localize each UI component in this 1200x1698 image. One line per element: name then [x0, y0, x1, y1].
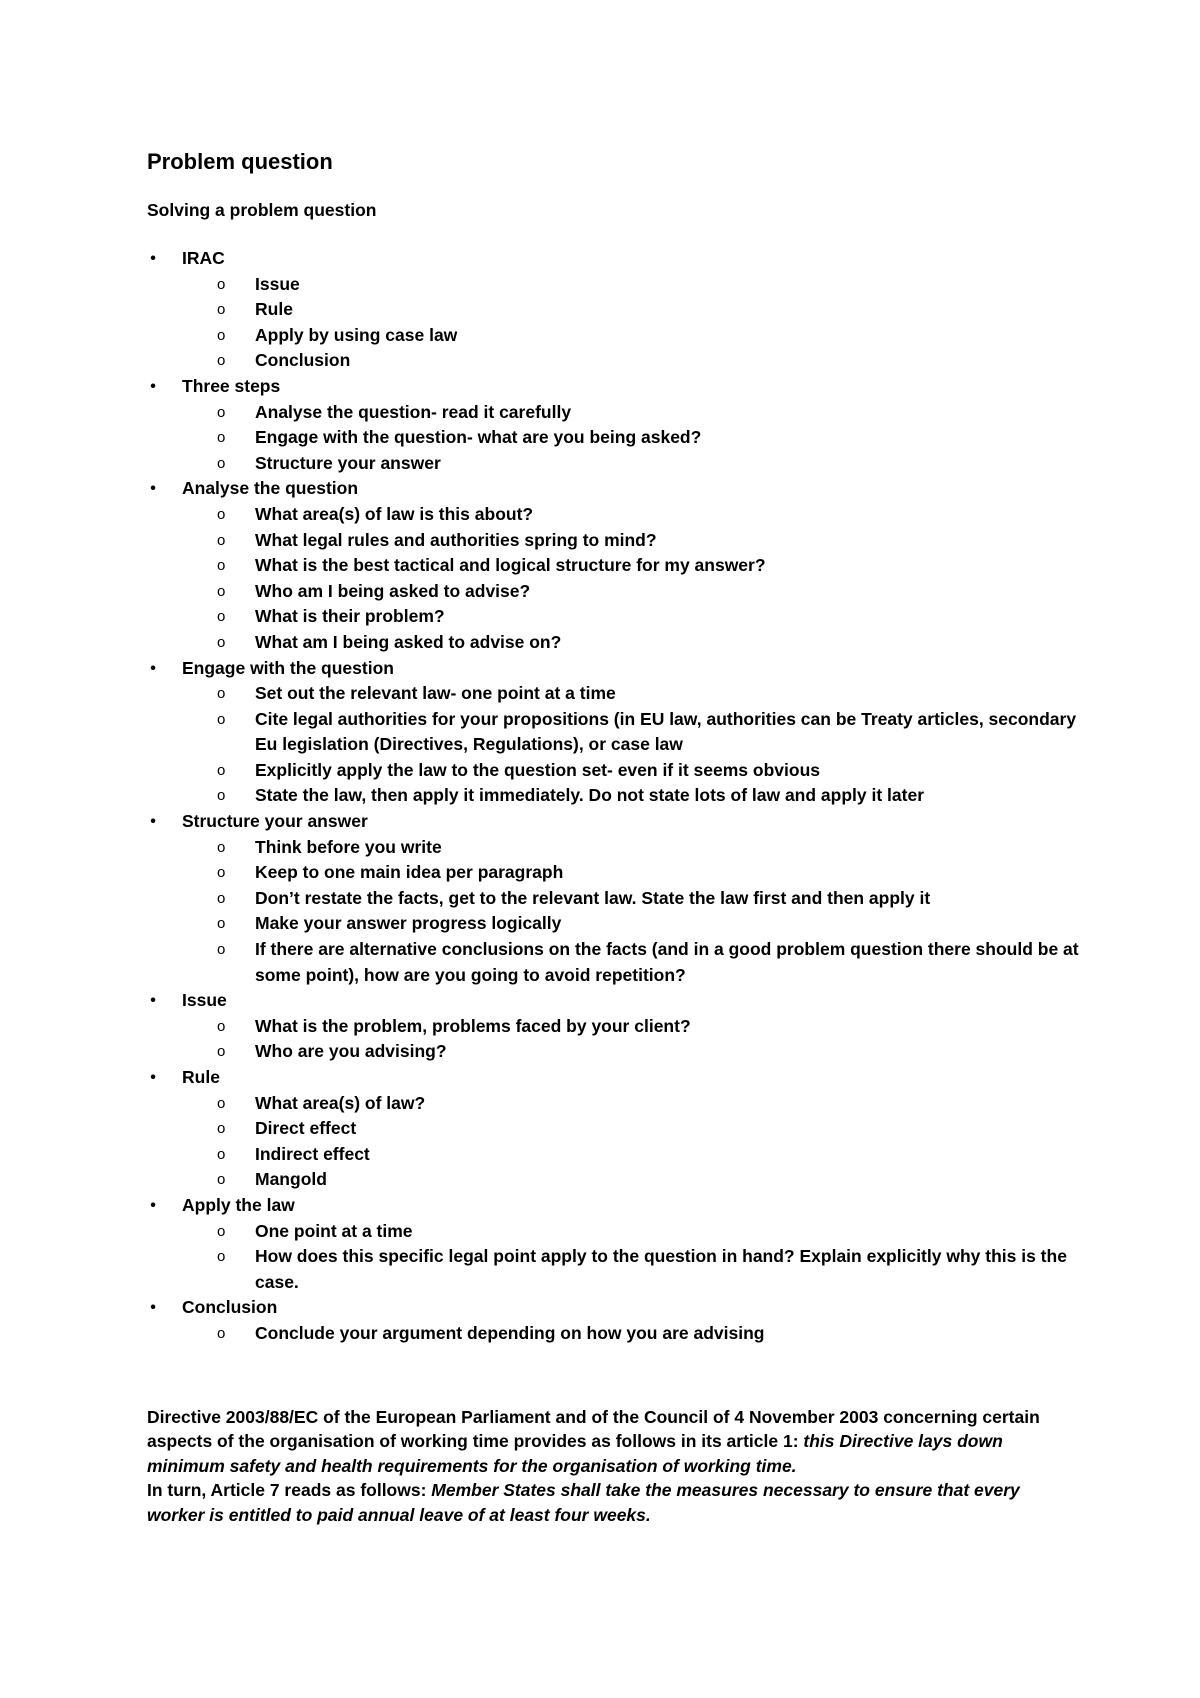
bullet-icon: •: [150, 250, 156, 267]
circle-bullet-icon: o: [217, 1017, 226, 1035]
outline-item: [147, 809, 1079, 988]
sub-list-item-text: Conclusion: [255, 350, 351, 371]
circle-bullet-icon: o: [217, 557, 226, 575]
sub-list-item-text: One point at a time: [255, 1220, 413, 1241]
sub-list-item: [147, 835, 1102, 861]
sub-list-item-text: Structure your answer: [255, 452, 441, 473]
circle-bullet-icon: o: [217, 1043, 226, 1061]
sub-list-item: [147, 1167, 1102, 1193]
sub-list-item-text: What area(s) of law?: [255, 1092, 426, 1113]
sub-list-item-text: Engage with the question- what are you being asked?: [255, 427, 702, 448]
circle-bullet-icon: o: [217, 1248, 226, 1266]
sub-list-item-text: What is their problem?: [255, 606, 445, 627]
circle-bullet-icon: o: [217, 1094, 226, 1112]
sub-list-item-text: What legal rules and authorities spring to mind?: [255, 529, 657, 550]
sub-list-item: [147, 502, 1102, 528]
directive-paragraph-2-quote: Member States shall take the measures necessary to ensure that every worker is entitled to paid annual leave of at least four weeks.: [147, 1480, 1020, 1525]
sub-list-item: [147, 1142, 1102, 1168]
circle-bullet-icon: o: [217, 838, 226, 856]
sub-list: [182, 835, 1079, 989]
sub-list: [182, 1321, 1067, 1347]
sub-list-item: [147, 579, 1102, 605]
outline-item-heading: Three steps: [182, 375, 281, 396]
sub-list-item-text: Indirect effect: [255, 1143, 370, 1164]
sub-list-item: [147, 553, 1102, 579]
directive-paragraph-2-text: In turn, Article 7 reads as follows:: [147, 1480, 432, 1501]
sub-list-item: [147, 783, 1102, 809]
circle-bullet-icon: o: [217, 403, 226, 421]
circle-bullet-icon: o: [217, 889, 226, 907]
sub-list: [182, 272, 1067, 374]
circle-bullet-icon: o: [217, 454, 226, 472]
bullet-icon: •: [150, 480, 156, 498]
sub-list-item-text: Apply by using case law: [255, 324, 458, 345]
circle-bullet-icon: o: [217, 941, 226, 959]
directive-paragraph-2: [147, 1478, 1067, 1527]
sub-list-item-text: Don’t restate the facts, get to the relevant law. State the law first and then apply it: [255, 887, 931, 908]
circle-bullet-icon: o: [217, 761, 226, 779]
sub-list: [182, 681, 1077, 809]
sub-list-item-text: Who are you advising?: [255, 1041, 447, 1062]
sub-list-item-text: Rule: [255, 299, 293, 320]
circle-bullet-icon: o: [217, 429, 226, 447]
outline-item: [147, 1065, 1067, 1193]
sub-list-item-text: Explicitly apply the law to the question set- even if it seems obvious: [255, 759, 820, 780]
circle-bullet-icon: o: [217, 633, 226, 651]
circle-bullet-icon: o: [217, 1324, 226, 1342]
sub-list-item-text: What is the problem, problems faced by your client?: [255, 1015, 691, 1036]
sub-list: [182, 400, 1067, 477]
sub-list-item: [147, 297, 1102, 323]
sub-list-item-text: Keep to one main idea per paragraph: [255, 862, 564, 883]
circle-bullet-icon: o: [217, 582, 226, 600]
sub-list-item: [147, 707, 1102, 758]
outline-item-heading: Structure your answer: [182, 811, 368, 832]
sub-list-item: [147, 604, 1102, 630]
circle-bullet-icon: o: [217, 301, 226, 319]
outline-item: [147, 1193, 1067, 1295]
sub-list-item-text: What area(s) of law is this about?: [255, 503, 534, 524]
circle-bullet-icon: o: [217, 326, 226, 344]
directive-paragraph-1: [147, 1405, 1067, 1478]
bullet-icon: •: [150, 659, 156, 677]
circle-bullet-icon: o: [217, 352, 226, 370]
outline-item-heading: Apply the law: [182, 1194, 295, 1215]
outline-item-heading: IRAC: [182, 248, 225, 268]
sub-list-item: [147, 886, 1102, 912]
sub-list-item-text: Set out the relevant law- one point at a time: [255, 683, 616, 704]
circle-bullet-icon: o: [217, 915, 226, 933]
directive-quote: [147, 1405, 1067, 1527]
sub-list: [182, 1219, 1067, 1296]
sub-list-item: [147, 425, 1102, 451]
sub-list: [182, 502, 1067, 656]
outline-item: [147, 988, 1067, 1065]
sub-list-item: [147, 1321, 1102, 1347]
outline-list: [147, 246, 1079, 1347]
sub-list-item: [147, 860, 1102, 886]
sub-list-item-text: Conclude your argument depending on how you are advising: [255, 1322, 765, 1343]
page-subtitle: Solving a problem question: [147, 200, 377, 220]
sub-list-item-text: Make your answer progress logically: [255, 913, 562, 934]
sub-list-item-text: If there are alternative conclusions on the facts (and in a good problem question there should be at some point), how are you going to avoid repetition?: [255, 939, 1079, 985]
circle-bullet-icon: o: [217, 505, 226, 523]
sub-list-item: [147, 400, 1102, 426]
sub-list-item: [147, 1244, 1102, 1295]
circle-bullet-icon: o: [217, 1120, 226, 1138]
bullet-icon: •: [150, 992, 156, 1010]
sub-list-item: [147, 528, 1102, 554]
bullet-icon: •: [150, 377, 156, 395]
circle-bullet-icon: o: [217, 531, 226, 549]
circle-bullet-icon: o: [217, 1222, 226, 1240]
circle-bullet-icon: o: [217, 685, 226, 703]
circle-bullet-icon: o: [217, 275, 226, 293]
circle-bullet-icon: o: [217, 1145, 226, 1163]
bullet-icon: •: [150, 1069, 156, 1086]
outline-item: [147, 246, 1067, 374]
outline-item-heading: Engage with the question: [182, 657, 394, 678]
outline-item-heading: Issue: [182, 990, 227, 1011]
sub-list-item-text: Who am I being asked to advise?: [255, 580, 531, 601]
sub-list-item-text: Mangold: [255, 1169, 327, 1190]
sub-list-item: [147, 1219, 1102, 1245]
sub-list-item: [147, 911, 1102, 937]
sub-list-item: [147, 758, 1102, 784]
document-page: [147, 146, 1079, 1347]
sub-list-item-text: What am I being asked to advise on?: [255, 631, 562, 652]
sub-list-item-text: How does this specific legal point apply to the question in hand? Explain explicitly why this is the case.: [255, 1246, 1067, 1292]
sub-list-item: [147, 681, 1102, 707]
outline-item-heading: Conclusion: [182, 1297, 278, 1318]
sub-list-item: [147, 272, 1102, 298]
sub-list-item-text: Issue: [255, 273, 300, 294]
sub-list-item: [147, 1014, 1102, 1040]
directive-paragraph-1-quote: this Directive lays down minimum safety and health requirements for the organisation of working time.: [147, 1431, 1003, 1476]
sub-list-item: [147, 937, 1102, 988]
sub-list: [182, 1091, 1067, 1193]
sub-list-item: [147, 1091, 1102, 1117]
circle-bullet-icon: o: [217, 787, 226, 805]
circle-bullet-icon: o: [217, 1171, 226, 1189]
directive-paragraph-1-text: Directive 2003/88/EC of the European Parliament and of the Council of 4 November 2003 concerning certain aspects of the organisation of working time provides as follows in its article 1:: [147, 1407, 1040, 1452]
sub-list-item: [147, 451, 1102, 477]
sub-list: [182, 1014, 1067, 1065]
sub-list-item: [147, 630, 1102, 656]
sub-list-item-text: Direct effect: [255, 1118, 357, 1139]
sub-list-item: [147, 323, 1102, 349]
bullet-icon: •: [150, 1196, 156, 1214]
circle-bullet-icon: o: [217, 608, 226, 626]
sub-list-item-text: Think before you write: [255, 836, 442, 857]
circle-bullet-icon: o: [217, 710, 226, 728]
outline-item: [147, 656, 1077, 810]
sub-list-item-text: State the law, then apply it immediately. Do not state lots of law and apply it later: [255, 785, 925, 806]
page-title: Problem question: [147, 149, 333, 174]
outline-item: [147, 476, 1067, 655]
circle-bullet-icon: o: [217, 864, 226, 882]
bullet-icon: •: [150, 813, 156, 831]
outline-item-heading: Rule: [182, 1067, 220, 1087]
sub-list-item: [147, 1116, 1102, 1142]
sub-list-item-text: What is the best tactical and logical structure for my answer?: [255, 555, 766, 576]
sub-list-item: [147, 348, 1102, 374]
sub-list-item-text: Cite legal authorities for your propositions (in EU law, authorities can be Treaty articles, secondary Eu legislation (Directives, Regulations), or case law: [255, 708, 1077, 755]
sub-list-item-text: Analyse the question- read it carefully: [255, 401, 572, 422]
bullet-icon: •: [150, 1299, 156, 1317]
sub-list-item: [147, 1039, 1102, 1065]
outline-item: [147, 374, 1067, 476]
outline-item-heading: Analyse the question: [182, 478, 359, 499]
outline-item: [147, 1295, 1067, 1346]
